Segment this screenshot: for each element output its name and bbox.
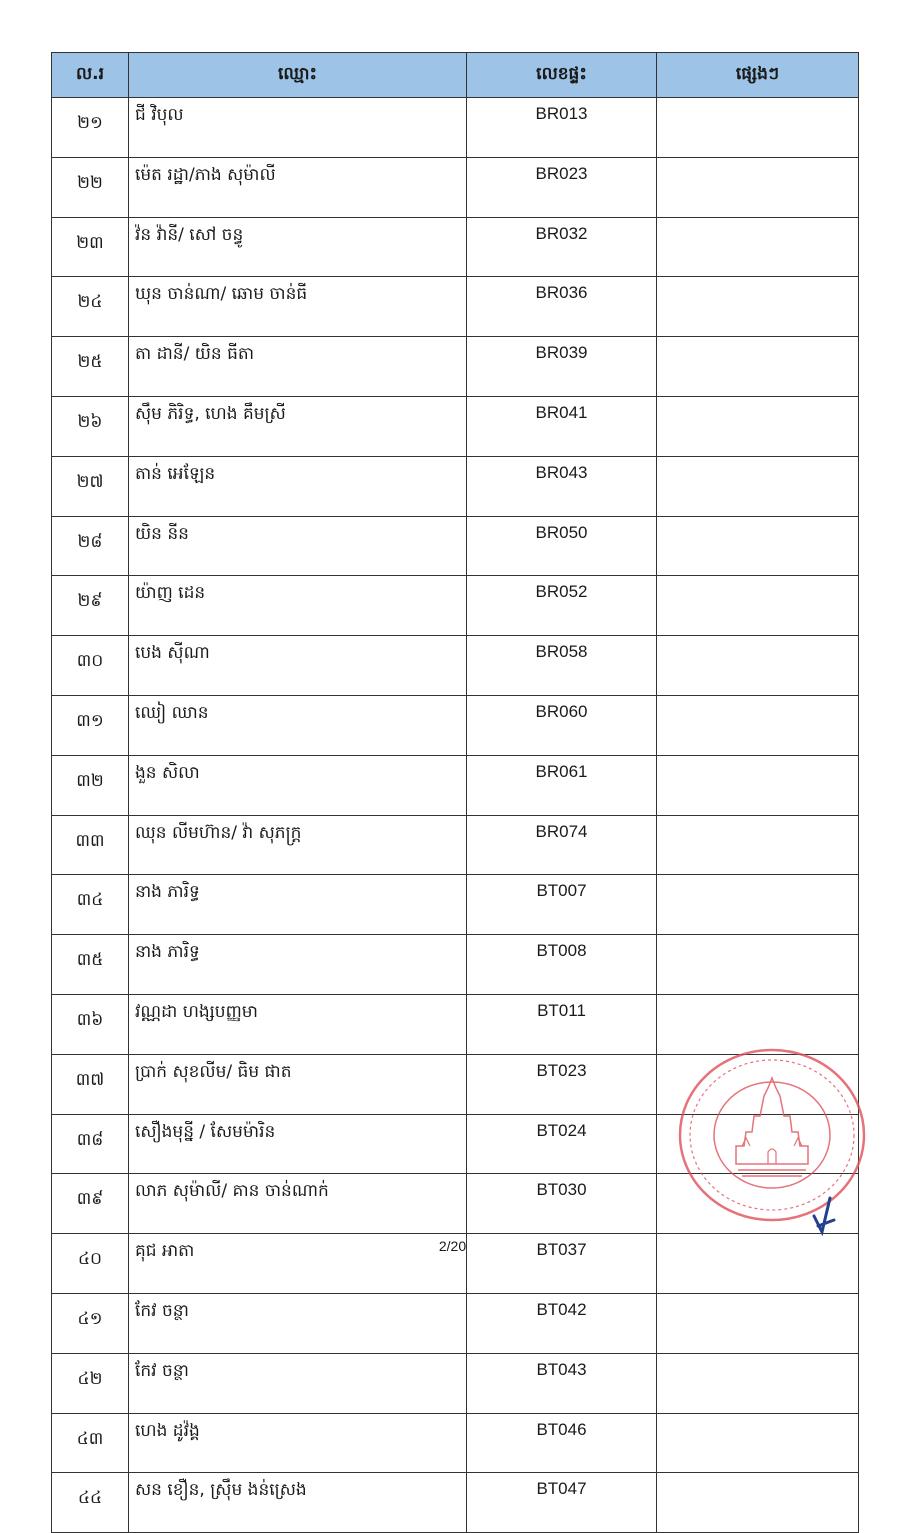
row-name: សន ខឿន, ស្រ៊ឹម ងន់ស្រេង [129,1473,467,1533]
row-house-code: BT008 [467,935,657,995]
row-name: គុជ អាតា [129,1234,467,1294]
row-name: ឈៀ ឈាន [129,695,467,755]
header-other: ផ្សេងៗ [657,53,859,98]
table-row [52,935,859,995]
table-row [52,516,859,576]
table-row [52,337,859,397]
row-other [657,576,859,636]
row-name: វណ្ណដា ហង្សបញ្ញមា [129,994,467,1054]
row-number: ៣៤ [52,875,129,935]
row-name: ស៊ឹម ភិរិទ្ធ, ហេង គឹមស្រី [129,396,467,456]
row-number: ៣៧ [52,1054,129,1114]
row-number: ៣០ [52,636,129,696]
row-name: កែវ ចន្ថា [129,1293,467,1353]
row-number: ៤១ [52,1293,129,1353]
row-other [657,1353,859,1413]
row-number: ៣៥ [52,935,129,995]
row-number: ២៨ [52,516,129,576]
row-other [657,935,859,995]
header-number: ល.រ [52,53,129,98]
row-name: កែវ ចន្ថា [129,1353,467,1413]
table-row [52,217,859,277]
row-number: ២៩ [52,576,129,636]
row-house-code: BR061 [467,755,657,815]
row-number: ៣៨ [52,1114,129,1174]
row-number: ២៣ [52,217,129,277]
row-number: ៤២ [52,1353,129,1413]
row-number: ៤៤ [52,1473,129,1533]
row-house-code: BR032 [467,217,657,277]
page-number: 2/20 [438,1238,467,1254]
row-house-code: BT037 [467,1234,657,1294]
row-house-code: BT046 [467,1413,657,1473]
row-number: ២៥ [52,337,129,397]
table-row [52,1413,859,1473]
row-name: នាង ភារិទ្ធ [129,935,467,995]
row-house-code: BT042 [467,1293,657,1353]
table-row [52,755,859,815]
row-house-code: BT007 [467,875,657,935]
row-other [657,1473,859,1533]
row-house-code: BR050 [467,516,657,576]
row-number: ៣៣ [52,815,129,875]
table-row [52,695,859,755]
table-row [52,456,859,516]
row-number: ៣៩ [52,1174,129,1234]
row-name: ម៉េត រដ្ឋា/ភាង សុម៉ាលី [129,157,467,217]
row-name: សឿងមុន្នី / សែមម៉ារិន [129,1114,467,1174]
table-row [52,815,859,875]
row-name: ជី វិបុល [129,98,467,158]
row-name: ឈុន លីមហ៊ាន/ វ៉ា សុភក្ត្រ [129,815,467,875]
row-name: ឃុន ចាន់ណា/ ឆោម ចាន់ធី [129,277,467,337]
official-seal-icon [676,1046,868,1224]
table-row [52,157,859,217]
row-number: ៣១ [52,695,129,755]
row-house-code: BR041 [467,396,657,456]
row-other [657,815,859,875]
row-other [657,157,859,217]
row-name: តា ដានី/ យិន ធីតា [129,337,467,397]
row-name: យ៉ាញ ដេន [129,576,467,636]
row-house-code: BR013 [467,98,657,158]
table-row [52,576,859,636]
house-list-table [51,52,859,1533]
table-row [52,1473,859,1533]
row-number: ៣២ [52,755,129,815]
row-number: ៤០ [52,1234,129,1294]
row-house-code: BR043 [467,456,657,516]
row-name: បេង ស៊ីណា [129,636,467,696]
row-house-code: BT047 [467,1473,657,1533]
row-number: ២២ [52,157,129,217]
table-row [52,1293,859,1353]
row-other [657,98,859,158]
row-number: ២៤ [52,277,129,337]
row-name: យិន នីន [129,516,467,576]
row-number: ៤៣ [52,1413,129,1473]
row-other [657,337,859,397]
table-row [52,1353,859,1413]
signature-mark-icon [808,1196,838,1236]
row-name: ហេង ដូវ៉ង្គ [129,1413,467,1473]
row-other [657,636,859,696]
row-house-code: BT024 [467,1114,657,1174]
row-other [657,695,859,755]
row-other [657,1413,859,1473]
row-name: តាន់ អេឡែន [129,456,467,516]
row-house-code: BR074 [467,815,657,875]
table-row [52,277,859,337]
row-name: លាភ សុម៉ាលី/ គាន ចាន់ណាក់ [129,1174,467,1234]
row-house-code: BT011 [467,994,657,1054]
row-other [657,277,859,337]
row-house-code: BR036 [467,277,657,337]
row-number: ៣៦ [52,994,129,1054]
table-header-row [52,53,859,98]
table-row [52,875,859,935]
row-house-code: BR039 [467,337,657,397]
row-name: វ៉ន វ៉ានី/ សៅ ចន្ធូ [129,217,467,277]
row-house-code: BT023 [467,1054,657,1114]
table-row [52,396,859,456]
row-name: នាង ភារិទ្ធ [129,875,467,935]
row-house-code: BT043 [467,1353,657,1413]
header-name: ឈ្មោះ [129,53,467,98]
table-row [52,98,859,158]
row-number: ២៧ [52,456,129,516]
row-house-code: BR058 [467,636,657,696]
row-name: ងួន សិលា [129,755,467,815]
row-number: ២១ [52,98,129,158]
row-house-code: BT030 [467,1174,657,1234]
row-other [657,396,859,456]
row-house-code: BR060 [467,695,657,755]
table-row [52,636,859,696]
header-house-code: លេខផ្ទះ [467,53,657,98]
row-other [657,456,859,516]
row-other [657,516,859,576]
row-other [657,1293,859,1353]
row-other [657,875,859,935]
row-house-code: BR023 [467,157,657,217]
row-number: ២៦ [52,396,129,456]
row-house-code: BR052 [467,576,657,636]
row-name: ប្រាក់ សុខលីម/ ធិម ផាត [129,1054,467,1114]
row-other [657,755,859,815]
row-other [657,217,859,277]
